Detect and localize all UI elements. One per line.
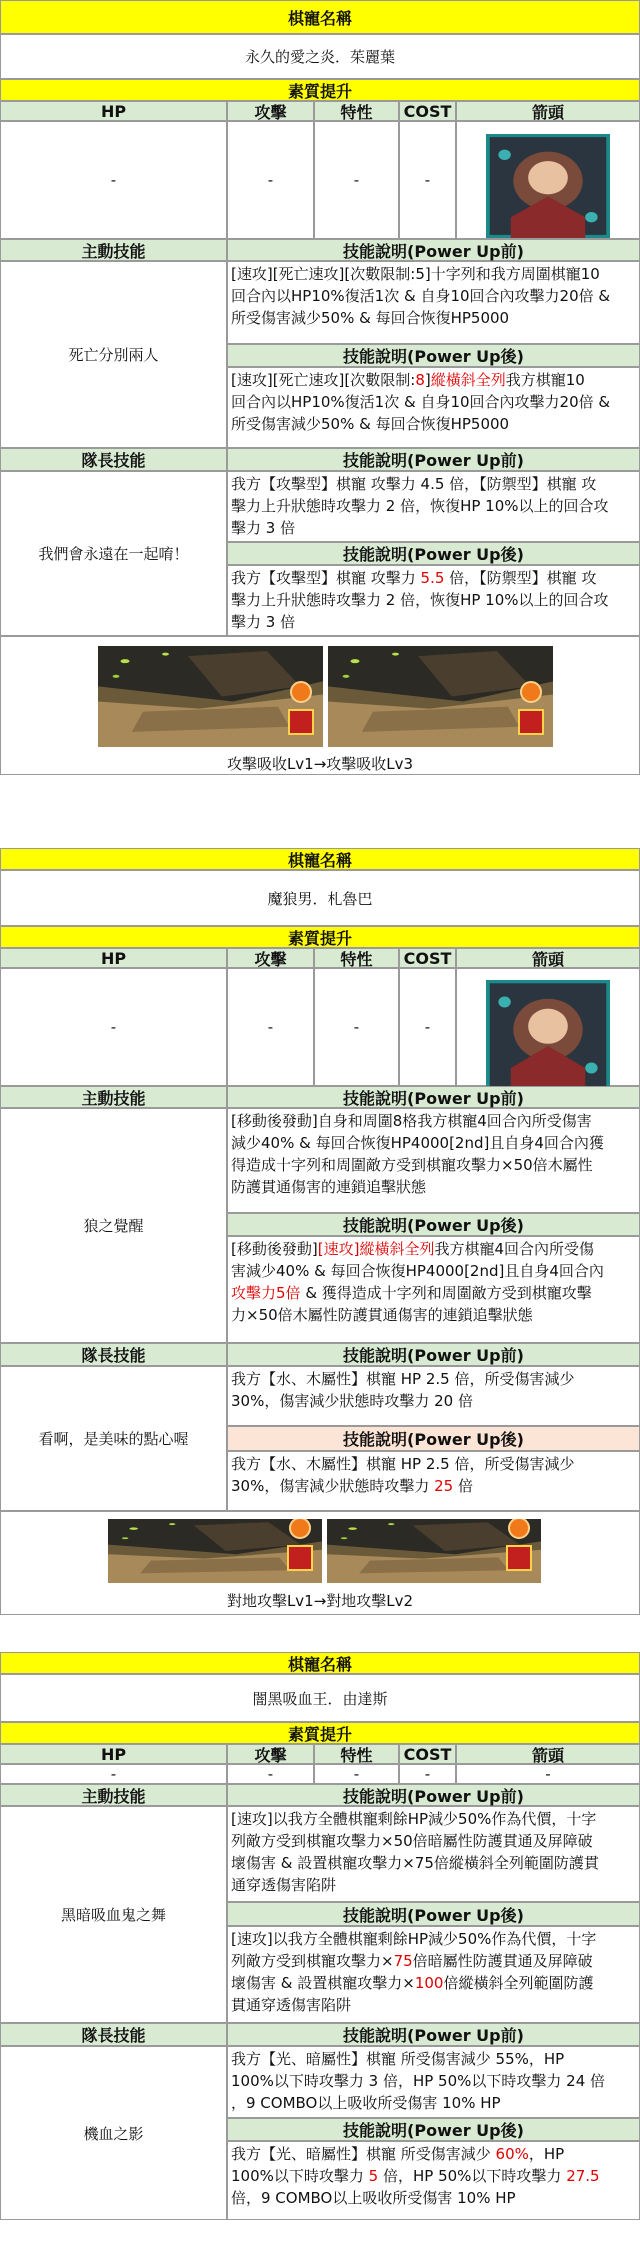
active-skill-header: 主動技能 — [0, 1086, 227, 1108]
description-line: 100%以下時攻擊力 3 倍，HP 50%以下時攻擊力 24 倍 — [231, 2072, 606, 2090]
description-line — [231, 391, 636, 413]
skill-emblem-icon — [506, 1545, 532, 1571]
stat-header-cost: COST — [399, 101, 456, 121]
active-skill-before — [227, 1108, 640, 1213]
description-text: 列敵方受到棋寵攻擊力× — [231, 1952, 394, 1970]
active-skill-before — [227, 261, 640, 344]
description-line — [231, 1238, 636, 1260]
skill-thumbnail — [98, 646, 323, 747]
description-line: 擊力 3 倍 — [231, 519, 296, 537]
stat-value-arrow: - — [456, 1764, 640, 1784]
active-skill-after — [227, 1236, 640, 1343]
description-text: 擊力 3 倍 — [231, 613, 296, 631]
description-line: [速攻]以我方全體棋寵剩餘HP減少50%作為代價，十字 — [231, 1810, 597, 1828]
skill-emblem-icon — [287, 1545, 313, 1571]
description-line — [231, 2143, 636, 2165]
description-text: 我方【水、木屬性】棋寵 HP 2.5 倍，所受傷害減少 — [231, 1455, 575, 1473]
description-line — [231, 1475, 636, 1497]
stat-header-trait: 特性 — [314, 101, 399, 121]
active-skill-name: 死亡分別兩人 — [0, 261, 227, 448]
description-line — [231, 1304, 636, 1326]
leader-skill-before — [227, 1366, 640, 1426]
after-header: 技能說明(Power Up後) — [227, 1426, 640, 1451]
description-line: 防護貫通傷害的連鎖追擊狀態 — [231, 1178, 427, 1196]
pet-name-header: 棋寵名稱 — [0, 1652, 640, 1674]
changed-value: 75 — [393, 1952, 413, 1970]
changed-value: 27.5 — [566, 2167, 600, 2185]
juliet-portrait-icon — [486, 134, 610, 238]
stat-value-trait: - — [314, 121, 399, 239]
description-line: [速攻][死亡速攻][次數限制:5]十字列和我方周圍棋寵10 — [231, 265, 600, 283]
before-header: 技能說明(Power Up前) — [227, 448, 640, 471]
changed-value: 縱橫斜全列 — [359, 1240, 435, 1258]
changed-value: 5.5 — [420, 569, 445, 587]
active-skill-name: 黑暗吸血鬼之舞 — [0, 1806, 227, 2023]
description-text: ] — [424, 371, 431, 389]
leader-skill-after — [227, 1451, 640, 1511]
changed-value: [速攻] — [317, 1240, 360, 1258]
active-skill-header: 主動技能 — [0, 1784, 227, 1806]
description-text: 力×50倍木屬性防護貫通傷害的連鎖追擊狀態 — [231, 1306, 533, 1324]
after-header: 技能說明(Power Up後) — [227, 2118, 640, 2141]
description-text: 回合內以HP10%復活1次 & 自身10回合內攻擊力20倍 & — [231, 393, 611, 411]
before-header: 技能說明(Power Up前) — [227, 2023, 640, 2046]
description-line — [231, 1928, 636, 1950]
pet-name: 永久的愛之炎．茱麗葉 — [0, 34, 640, 79]
pet-name: 魔狼男．札魯巴 — [0, 870, 640, 926]
description-text: 我方【光、暗屬性】棋寵 所受傷害減少 — [231, 2145, 496, 2163]
leader-skill-header: 隊長技能 — [0, 1343, 227, 1366]
description-line — [231, 1260, 636, 1282]
stat-header-atk: 攻擊 — [227, 101, 314, 121]
description-line: [移動後發動]自身和周圍8格我方棋寵4回合內所受傷害 — [231, 1112, 592, 1130]
description-text: 倍暗屬性防護貫通及屏障破 — [412, 1952, 593, 1970]
description-text: [速攻][死亡速攻][次數限制: — [231, 371, 416, 389]
description-line — [231, 589, 636, 611]
description-line: 30%，傷害減少狀態時攻擊力 20 倍 — [231, 1392, 473, 1410]
before-header: 技能說明(Power Up前) — [227, 1784, 640, 1806]
active-skill-after — [227, 1926, 640, 2023]
stat-header-trait: 特性 — [314, 1744, 399, 1764]
description-text: 倍，9 COMBO以上吸收所受傷害 10% HP — [231, 2189, 516, 2207]
description-line — [231, 567, 636, 589]
quality-up-header: 素質提升 — [0, 926, 640, 948]
changed-value: 25 — [434, 1477, 454, 1495]
description-line: 列敵方受到棋寵攻擊力×50倍暗屬性防護貫通及屏障破 — [231, 1832, 593, 1850]
skill-emblem-icon — [518, 709, 544, 735]
description-line — [231, 1994, 636, 2016]
active-skill-before — [227, 1806, 640, 1902]
after-header: 技能說明(Power Up後) — [227, 542, 640, 565]
quality-up-header: 素質提升 — [0, 79, 640, 101]
stat-header-arrow: 箭頭 — [456, 948, 640, 968]
description-line: 我方【攻擊型】棋寵 攻擊力 4.5 倍，【防禦型】棋寵 攻 — [231, 475, 597, 493]
stat-header-arrow: 箭頭 — [456, 101, 640, 121]
description-text: 我方棋寵4回合內所受傷 — [434, 1240, 594, 1258]
description-line: 回合內以HP10%復活1次 & 自身10回合內攻擊力20倍 & — [231, 287, 611, 305]
after-header: 技能說明(Power Up後) — [227, 1902, 640, 1926]
description-line: 減少40% & 每回合恢復HP4000[2nd]且自身4回合內獲 — [231, 1134, 604, 1152]
leader-skill-name: 我們會永遠在一起唷！ — [0, 471, 227, 636]
description-text: 倍縱橫斜全列範圍防護 — [443, 1974, 594, 1992]
stat-value-atk: - — [227, 968, 314, 1086]
stat-header-atk: 攻擊 — [227, 948, 314, 968]
description-line — [231, 369, 636, 391]
before-header: 技能說明(Power Up前) — [227, 1086, 640, 1108]
description-text: 倍，HP 50%以下時攻擊力 — [378, 2167, 567, 2185]
stat-header-trait: 特性 — [314, 948, 399, 968]
zaruba-portrait-icon — [486, 980, 610, 1090]
description-line — [231, 1950, 636, 1972]
leader-skill-before — [227, 2046, 640, 2118]
stat-header-arrow: 箭頭 — [456, 1744, 640, 1764]
skill-badge-icon — [290, 681, 312, 703]
stat-header-hp: HP — [0, 948, 227, 968]
changed-value: 60% — [495, 2145, 529, 2163]
description-text: ，HP — [528, 2145, 565, 2163]
stat-value-atk: - — [227, 121, 314, 239]
skill-thumbnail — [108, 1519, 322, 1583]
description-text: 擊力上升狀態時攻擊力 2 倍，恢復HP 10%以上的回合攻 — [231, 591, 609, 609]
stat-header-cost: COST — [399, 1744, 456, 1764]
leader-skill-before — [227, 471, 640, 542]
description-line — [231, 2165, 636, 2187]
description-line: 我方【水、木屬性】棋寵 HP 2.5 倍，所受傷害減少 — [231, 1370, 575, 1388]
stat-value-cost: - — [399, 968, 456, 1086]
changed-value: 攻擊力5倍 — [231, 1284, 301, 1302]
description-line: 擊力上升狀態時攻擊力 2 倍，恢復HP 10%以上的回合攻 — [231, 497, 609, 515]
description-line — [231, 413, 636, 435]
leader-skill-name: 看啊，是美味的點心喔 — [0, 1366, 227, 1511]
leader-skill-name: 機血之影 — [0, 2046, 227, 2220]
stat-value-trait: - — [314, 968, 399, 1086]
changed-value: 100 — [414, 1974, 444, 1992]
active-skill-name: 狼之覺醒 — [0, 1108, 227, 1343]
skill-thumbnail — [328, 646, 553, 747]
description-text: [移動後發動] — [231, 1240, 318, 1258]
before-header: 技能說明(Power Up前) — [227, 1343, 640, 1366]
stat-value-hp: - — [0, 121, 227, 239]
stat-value-hp: - — [0, 1764, 227, 1784]
stat-value-atk: - — [227, 1764, 314, 1784]
after-header: 技能說明(Power Up後) — [227, 1213, 640, 1236]
description-text: 所受傷害減少50% & 每回合恢復HP5000 — [231, 415, 510, 433]
stat-value-cost: - — [399, 1764, 456, 1784]
description-text: 倍，【防禦型】棋寵 攻 — [444, 569, 597, 587]
pet-name: 闇黑吸血王．由達斯 — [0, 1674, 640, 1722]
description-line — [231, 2187, 636, 2209]
leader-skill-header: 隊長技能 — [0, 2023, 227, 2046]
description-line — [231, 1453, 636, 1475]
description-line: ，9 COMBO以上吸收所受傷害 10% HP — [231, 2094, 501, 2112]
quality-up-header: 素質提升 — [0, 1722, 640, 1744]
description-text: 壞傷害 & 設置棋寵攻擊力× — [231, 1974, 415, 1992]
stat-header-atk: 攻擊 — [227, 1744, 314, 1764]
skill-badge-icon — [520, 681, 542, 703]
stat-header-hp: HP — [0, 101, 227, 121]
description-text: 倍 — [453, 1477, 473, 1495]
description-text: [速攻]以我方全體棋寵剩餘HP減少50%作為代價，十字 — [231, 1930, 597, 1948]
leader-skill-after — [227, 565, 640, 636]
description-text: 貫通穿透傷害陷阱 — [231, 1996, 352, 2014]
pet-name-header: 棋寵名稱 — [0, 848, 640, 870]
description-line: 我方【光、暗屬性】棋寵 所受傷害減少 55%，HP — [231, 2050, 565, 2068]
description-line — [231, 611, 636, 633]
changed-value: 8 — [415, 371, 425, 389]
description-text: 害減少40% & 每回合恢復HP4000[2nd]且自身4回合內 — [231, 1262, 604, 1280]
description-line: 通穿透傷害陷阱 — [231, 1876, 337, 1894]
stat-value-cost: - — [399, 121, 456, 239]
description-line: 得造成十字列和周圍敵方受到棋寵攻擊力×50倍木屬性 — [231, 1156, 593, 1174]
stat-header-hp: HP — [0, 1744, 227, 1764]
description-line: 壞傷害 & 設置棋寵攻擊力×75倍縱橫斜全列範圍防護貫 — [231, 1854, 599, 1872]
skill-change-caption: 攻擊吸收Lv1→攻擊吸收Lv3 — [226, 755, 414, 773]
description-text: 我方【攻擊型】棋寵 攻擊力 — [231, 569, 421, 587]
skill-change-caption: 對地攻擊Lv1→對地攻擊Lv2 — [226, 1592, 414, 1610]
description-text: 100%以下時攻擊力 — [231, 2167, 369, 2185]
description-text: 30%，傷害減少狀態時攻擊力 — [231, 1477, 435, 1495]
leader-skill-header: 隊長技能 — [0, 448, 227, 471]
stat-value-hp: - — [0, 968, 227, 1086]
changed-value: 5 — [368, 2167, 379, 2185]
active-skill-header: 主動技能 — [0, 239, 227, 261]
changed-value: 縱橫斜全列 — [430, 371, 506, 389]
active-skill-after — [227, 367, 640, 448]
stat-value-trait: - — [314, 1764, 399, 1784]
pet-name-header: 棋寵名稱 — [0, 0, 640, 34]
description-line: 所受傷害減少50% & 每回合恢復HP5000 — [231, 309, 510, 327]
description-line — [231, 1282, 636, 1304]
after-header: 技能說明(Power Up後) — [227, 344, 640, 367]
stat-header-cost: COST — [399, 948, 456, 968]
description-text: 我方棋寵10 — [505, 371, 585, 389]
before-header: 技能說明(Power Up前) — [227, 239, 640, 261]
skill-thumbnail — [327, 1519, 541, 1583]
description-line — [231, 1972, 636, 1994]
description-text: & 獲得造成十字列和周圍敵方受到棋寵攻擊 — [300, 1284, 592, 1302]
leader-skill-after — [227, 2141, 640, 2220]
skill-emblem-icon — [288, 709, 314, 735]
